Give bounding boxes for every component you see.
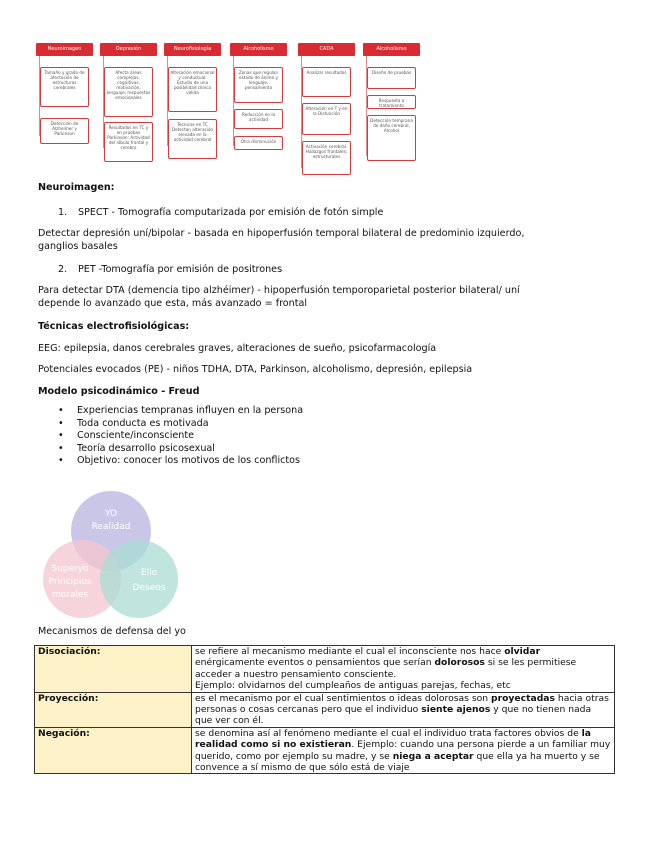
bold-text: niega a aceptar <box>392 750 474 762</box>
bold-text: siente ajenos <box>421 704 491 716</box>
diagram-box: Alteración emocional y conductual. Estudio de una posibilidad clínica valida <box>168 67 217 112</box>
table-body <box>35 646 615 774</box>
list-item: • Consciente/inconsciente <box>38 430 303 443</box>
paragraph-spect-line2: ganglios basales <box>38 241 118 252</box>
text-run: se denomina así al fenómeno mediante el cual el individuo trata factores obvios de <box>195 727 582 739</box>
venn-diagram <box>34 489 184 619</box>
text-run: es el mecanismo por el cual sentimientos o ideas dolorosas son <box>195 692 492 704</box>
bold-text: proyectadas <box>491 692 555 704</box>
diagram-column-header: Depresión <box>100 43 157 56</box>
venn-label-morales: morales <box>51 590 89 600</box>
mechanism-description <box>192 692 615 727</box>
venn-label-superyo: Superyo <box>51 564 89 574</box>
diagram-box: Resultados en TC y en pruebas Parkinson: Actividad del lóbulo frontal y cerebro <box>104 122 153 162</box>
table-row <box>35 692 615 727</box>
diagram-box: Analizar resultados <box>302 67 351 97</box>
mechanism-term: Proyección: <box>35 692 192 727</box>
diagram-box: Activación cerebral. Hallazgos frontales; estructurales <box>302 141 351 175</box>
bold-text: olvidar <box>504 646 541 657</box>
venn-label-yo: YO <box>104 509 118 519</box>
diagram-box: Tecnicas en TC Detectan alteración elevada en la actividad cerebral <box>168 119 217 159</box>
numbered-item-spect: SPECT - Tomografía computarizada por emisión de fotón simple <box>78 207 384 218</box>
diagram-box: Detección temprana de daño cerebral, Alcohol <box>367 115 416 161</box>
list-number: 1. <box>58 207 68 218</box>
diagram-box: Diseño de pruebas <box>367 67 416 89</box>
diagram-column-header: Alcoholismo <box>230 43 287 56</box>
list-number: 2. <box>58 264 68 275</box>
numbered-item-pet: PET -Tomografía por emisión de positrones <box>78 264 283 275</box>
paragraph-pe: Potenciales evocados (PE) - niños TDHA, DTA, Parkinson, alcoholismo, depresión, epilepsia <box>38 364 473 375</box>
text-run: se refiere al mecanismo mediante el cual el inconsciente nos hace <box>195 646 505 657</box>
section-heading-neuroimagen: Neuroimagen: <box>38 182 115 193</box>
venn-circle-ello <box>100 540 178 618</box>
diagram-box: Alteración en T y en la Disfunción <box>302 103 351 135</box>
list-item: • Objetivo: conocer los motivos de los conflictos <box>38 455 303 468</box>
diagram-box: Reducción en la actividad <box>234 109 283 129</box>
mechanism-term: Negación: <box>35 727 192 774</box>
venn-label-deseos: Deseos <box>132 583 166 593</box>
diagram-column <box>230 43 287 144</box>
table-row <box>35 727 615 774</box>
text-run: enérgicamente eventos o pensamientos que serían <box>195 657 435 669</box>
diagram-box: Otra disminución <box>234 136 283 150</box>
text-run: . Ejemplo: cuando una persona pierde a un familiar muy querido, como por ejemplo su madre, y se <box>195 739 611 762</box>
text-run: Ejemplo: olvidarnos del cumpleaños de antiguas parejas, fechas, etc <box>195 680 511 692</box>
text-run: que ella ya ha muerto y se convence a sí mismo de que sólo está de viaje <box>195 750 600 774</box>
diagram-column-header: CADA <box>298 43 355 56</box>
venn-label-principios: Principios <box>48 577 92 587</box>
paragraph-spect-line1: Detectar depresión uní/bipolar - basada en hipoperfusión temporal bilateral de predominio izquierdo, <box>38 228 525 239</box>
paragraph-pet-line2: depende lo avanzado que esta, más avanzado = frontal <box>38 298 308 309</box>
concept-diagram <box>36 43 416 177</box>
paragraph-pet-line1: Para detectar DTA (demencia tipo alzhéimer) - hipoperfusión temporoparietal posterior bilateral/ uní <box>38 285 520 296</box>
venn-label-ello: Ello <box>140 568 158 578</box>
bold-text: la realidad como si no existieran <box>195 727 592 751</box>
text-run: si se les permitiese acceder a nuestro pensamiento consciente. <box>195 657 577 680</box>
freud-bullet-list <box>38 405 303 468</box>
text-run: hacia otras personas o cosas cercanas pero que el individuo <box>195 692 609 716</box>
list-item: • Toda conducta es motivada <box>38 418 303 431</box>
paragraph-eeg: EEG: epilepsia, danos cerebrales graves, alteraciones de sueño, psicofarmacología <box>38 343 437 354</box>
section-heading-freud: Modelo psicodinámico - Freud <box>38 386 200 397</box>
mechanism-description <box>192 727 615 774</box>
diagram-column <box>36 43 93 136</box>
diagram-column-header: Neuroimagen <box>36 43 93 56</box>
diagram-column-header: Neurofisiología <box>164 43 221 56</box>
diagram-box: Respuesta a tratamiento <box>367 95 416 109</box>
venn-label-realidad: Realidad <box>91 522 131 532</box>
mechanism-description <box>192 646 615 693</box>
diagram-box: Zonas que regulan estado de ánimo y lenguaje, pensamiento <box>234 67 283 103</box>
diagram-box: Detección de Alzheimer y Parkinson <box>40 118 89 144</box>
mechanism-term: Disociación: <box>35 646 192 693</box>
diagram-box: Afecta áreas complejas, cognitivas, motivación, lenguaje, respuestas emocionales <box>104 67 153 117</box>
table-caption: Mecanismos de defensa del yo <box>38 626 186 637</box>
list-item: • Teoría desarrollo psicosexual <box>38 443 303 456</box>
diagram-box: Tamaño y grado de afectación de estructuras cerebrales <box>40 67 89 107</box>
diagram-column <box>164 43 221 142</box>
diagram-column <box>298 43 355 159</box>
diagram-column <box>100 43 157 150</box>
defense-mechanisms-table <box>34 645 615 774</box>
text-run: y que no tienen nada que ver con él. <box>195 704 592 727</box>
diagram-column <box>363 43 420 133</box>
bold-text: dolorosos <box>434 657 485 669</box>
section-heading-tecnicas: Técnicas electrofisiológicas: <box>38 321 190 332</box>
diagram-column-header: Alcoholismo <box>363 43 420 56</box>
list-item: • Experiencias tempranas influyen en la persona <box>38 405 303 418</box>
table-row <box>35 646 615 693</box>
